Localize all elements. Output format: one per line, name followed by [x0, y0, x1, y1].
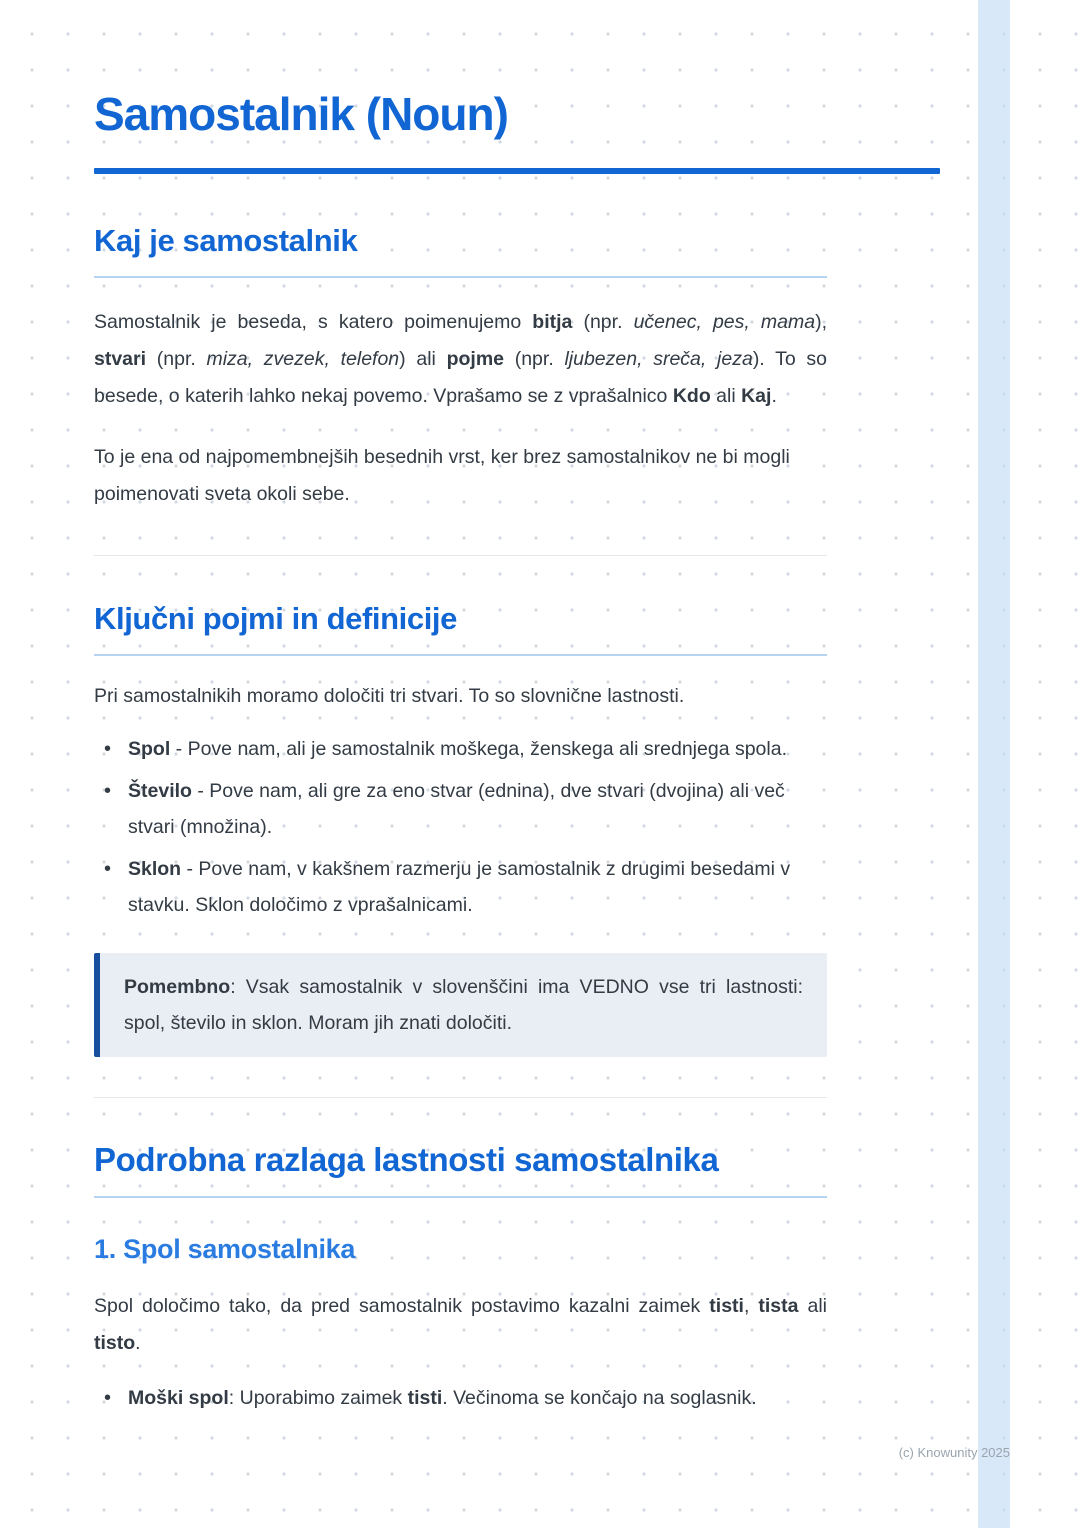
- intro-paragraph-1: Samostalnik je beseda, s katero poimenujemo bitja (npr. učenec, pes, mama), stvari (npr. miza, zvezek, telefon) ali pojme (npr. ljubezen, sreča, jeza). To so besede, o katerih lahko nekaj povemo. Vprašamo se z vprašalnico Kdo ali Kaj.: [94, 311, 827, 407]
- list-item-text: Spol - Pove nam, ali je samostalnik moškega, ženskega ali srednjega spola.: [128, 738, 787, 760]
- spol-list: [94, 1380, 827, 1416]
- right-margin-strip: [978, 0, 1010, 1528]
- document-content: [94, 88, 827, 1422]
- section-heading-podrobna-razlaga: Podrobna razlaga lastnosti samostalnika: [94, 1140, 827, 1198]
- footer-credit: (c) Knowunity 2025: [898, 1445, 1010, 1460]
- definitions-list: [94, 731, 827, 923]
- section-heading-kljucni-pojmi: Ključni pojmi in definicije: [94, 600, 827, 656]
- intro-paragraph-2: To je ena od najpomembnejših besednih vrst, ker brez samostalnikov ne bi mogli poimenovati sveta okoli sebe.: [94, 446, 790, 505]
- section-divider: [94, 1097, 827, 1098]
- list-item-spol: [94, 731, 827, 767]
- key-intro-paragraph: Pri samostalnikih moramo določiti tri stvari. To so slovnične lastnosti.: [94, 685, 685, 707]
- page-title: Samostalnik (Noun): [94, 88, 508, 140]
- list-item-text: Moški spol: Uporabimo zaimek tisti. Večinoma se končajo na soglasnik.: [128, 1387, 757, 1409]
- callout-text: Pomembno: Vsak samostalnik v slovenščini ima VEDNO vse tri lastnosti: spol, število in sklon. Moram jih znati določiti.: [124, 976, 803, 1034]
- important-callout: [94, 953, 827, 1057]
- section-heading-kaj-je-samostalnik: Kaj je samostalnik: [94, 222, 827, 278]
- subsection-heading-spol-samostalnika: 1. Spol samostalnika: [94, 1234, 356, 1264]
- list-item-moski-spol: [94, 1380, 827, 1416]
- list-item-text: Število - Pove nam, ali gre za eno stvar (ednina), dve stvari (dvojina) ali več stvari (množina).: [128, 780, 785, 838]
- list-item-sklon: [94, 851, 827, 923]
- title-divider-rule: [94, 168, 940, 174]
- section-divider: [94, 555, 827, 556]
- spol-paragraph: Spol določimo tako, da pred samostalnik postavimo kazalni zaimek tisti, tista ali tisto.: [94, 1295, 827, 1354]
- list-item-text: Sklon - Pove nam, v kakšnem razmerju je samostalnik z drugimi besedami v stavku. Sklon določimo z vprašalnicami.: [128, 858, 791, 916]
- list-item-stevilo: [94, 773, 827, 845]
